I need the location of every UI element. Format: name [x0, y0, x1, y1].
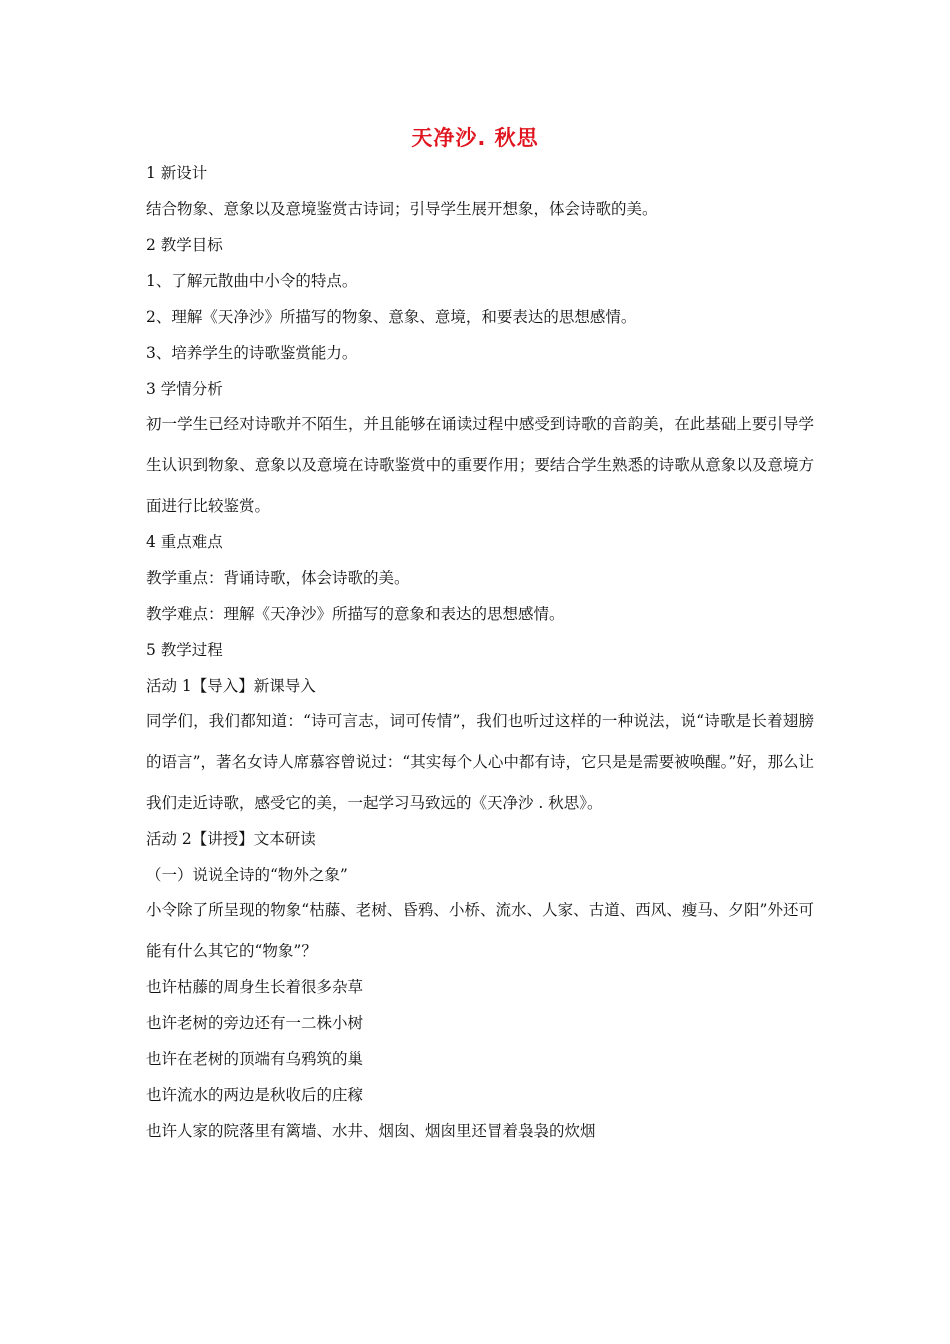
section-heading-goals: 2 教学目标: [146, 236, 223, 254]
activity-1-heading: 活动 1【导入】新课导入: [146, 677, 316, 695]
subsection-heading-1: （一）说说全诗的“物外之象”: [146, 866, 348, 884]
activity-2-heading: 活动 2【讲授】文本研读: [146, 830, 316, 848]
goal-item-1: 1、了解元散曲中小令的特点。: [146, 272, 358, 290]
design-text: 结合物象、意象以及意境鉴赏古诗词；引导学生展开想象，体会诗歌的美。: [146, 200, 658, 218]
key-point-difficulty: 教学难点：理解《天净沙》所描写的意象和表达的思想感情。: [146, 605, 565, 623]
imagination-line-2: 也许老树的旁边还有一二株小树: [146, 1014, 364, 1032]
activity-1-paragraph: 同学们，我们都知道：“诗可言志，词可传情”，我们也听过这样的一种说法，说“诗歌是长着翅膀的语言”，著名女诗人席慕容曾说过：“其实每个人心中都有诗，它只是是需要被唤醒。”好，那么让我们走近诗歌，感受它的美，一起学习马致远的《天净沙 . 秋思》。: [146, 712, 814, 812]
imagination-line-4: 也许流水的两边是秋收后的庄稼: [146, 1086, 364, 1104]
goal-item-2: 2、理解《天净沙》所描写的物象、意象、意境，和要表达的思想感情。: [146, 308, 637, 326]
document-title: 天净沙. 秋思: [411, 126, 539, 150]
section-heading-process: 5 教学过程: [146, 641, 223, 659]
analysis-paragraph: 初一学生已经对诗歌并不陌生，并且能够在诵读过程中感受到诗歌的音韵美，在此基础上要引导学生认识到物象、意象以及意境在诗歌鉴赏中的重要作用；要结合学生熟悉的诗歌从意象以及意境方面进行比较鉴赏。: [146, 415, 814, 515]
question-paragraph: 小令除了所呈现的物象“枯藤、老树、昏鸦、小桥、流水、人家、古道、西风、瘦马、夕阳”外还可能有什么其它的“物象”？: [146, 901, 814, 960]
section-heading-analysis: 3 学情分析: [146, 380, 223, 398]
imagination-line-1: 也许枯藤的周身生长着很多杂草: [146, 978, 364, 996]
imagination-line-3: 也许在老树的顶端有乌鸦筑的巢: [146, 1050, 364, 1068]
goal-item-3: 3、培养学生的诗歌鉴赏能力。: [146, 344, 358, 362]
document-body: [146, 160, 814, 1154]
key-point-focus: 教学重点：背诵诗歌，体会诗歌的美。: [146, 569, 410, 587]
section-heading-key-points: 4 重点难点: [146, 533, 223, 551]
imagination-line-5: 也许人家的院落里有篱墙、水井、烟囱、烟囱里还冒着袅袅的炊烟: [146, 1122, 596, 1140]
section-heading-design: 1 新设计: [146, 164, 208, 182]
